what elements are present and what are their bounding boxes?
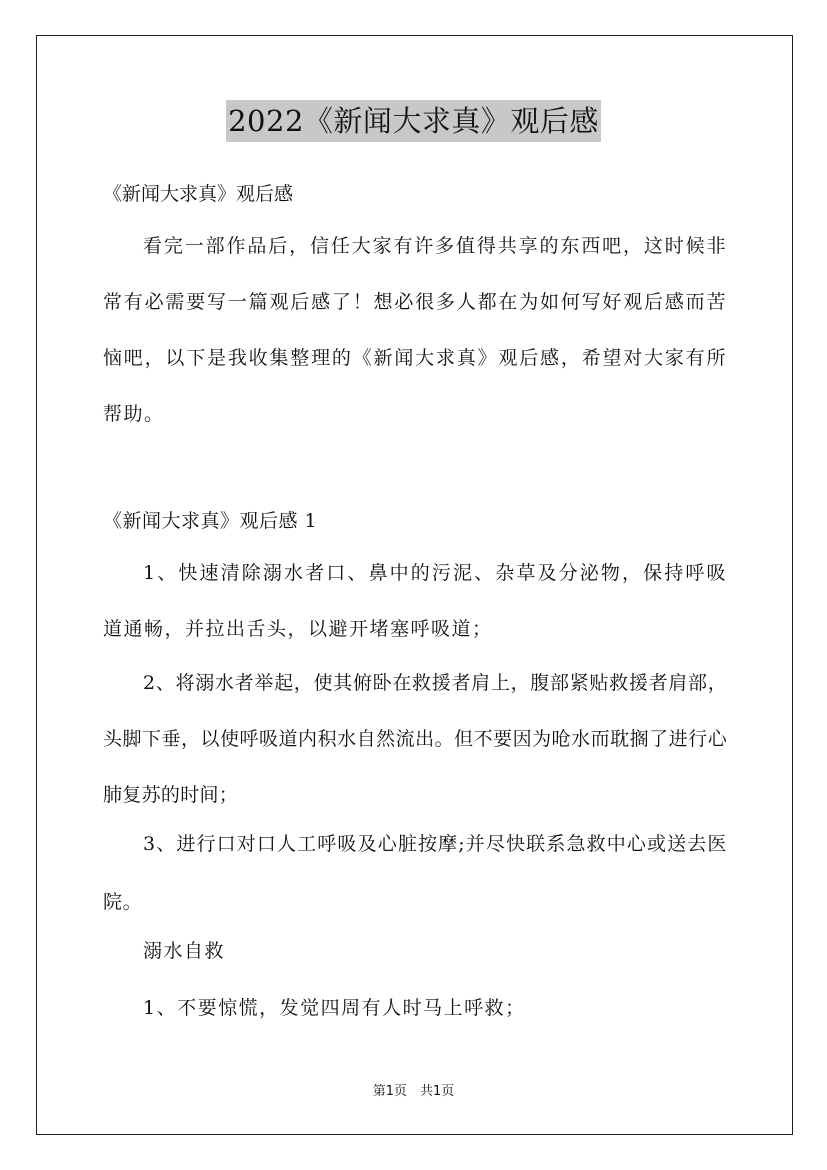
self-rescue-item: 1、不要惊慌，发觉四周有人时马上呼救； xyxy=(143,997,526,1019)
self-rescue-heading: 溺水自救 xyxy=(143,940,226,962)
document-title-text: 2022《新闻大求真》观后感 xyxy=(226,100,601,142)
page-footer: 第1页 共1页 xyxy=(372,1084,455,1099)
paragraph-2: 2、将溺水者举起，使其俯卧在救援者肩上，腹部紧贴救援者肩部，头脚下垂，以使呼吸道内积水自然流出。但不要因为呛水而耽搁了进行心肺复苏的时间； xyxy=(103,672,727,806)
paragraph-1: 1、快速清除溺水者口、鼻中的污泥、杂草及分泌物，保持呼吸道通畅，并拉出舌头，以避开堵塞呼吸道； xyxy=(103,562,727,640)
intro-paragraph: 看完一部作品后，信任大家有许多值得共享的东西吧，这时候非常有必需要写一篇观后感了！想必很多人都在为如何写好观后感而苦恼吧，以下是我收集整理的《新闻大求真》观后感，希望对大家有所帮助。 xyxy=(103,235,727,425)
paragraph-3: 3、进行口对口人工呼吸及心脏按摩;并尽快联系急救中心或送去医院。 xyxy=(103,833,727,913)
document-subtitle: 《新闻大求真》观后感 xyxy=(103,183,294,205)
section-heading: 《新闻大求真》观后感 1 xyxy=(103,510,318,532)
document-title xyxy=(0,100,827,142)
